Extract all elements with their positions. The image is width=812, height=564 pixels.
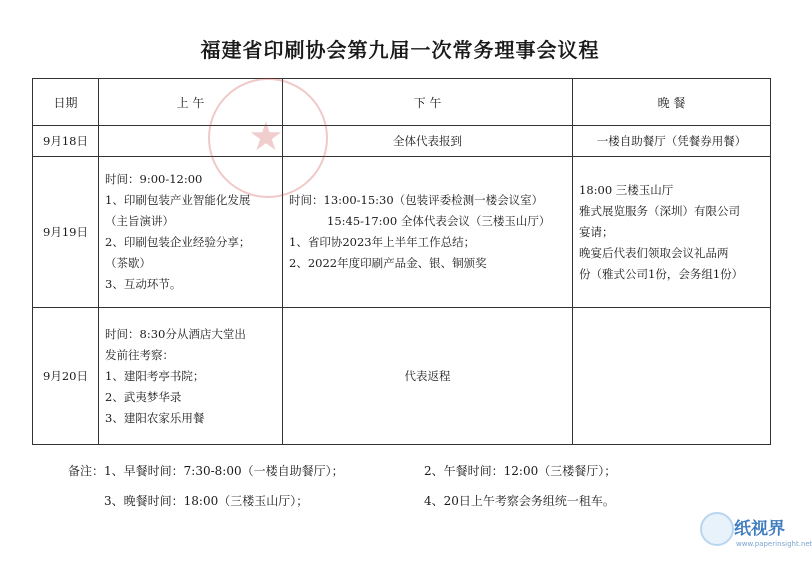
- note-item: 3、晚餐时间：18:00（三楼玉山厅）；: [104, 494, 309, 508]
- dinner-cell: [573, 157, 771, 308]
- pm-cell: [283, 157, 573, 308]
- dinner-line: 18:00 三楼玉山厅: [579, 182, 674, 197]
- notes-section: [68, 456, 778, 516]
- header-dinner: 晚 餐: [573, 79, 771, 126]
- date-cell: 9月20日: [33, 308, 99, 445]
- table-row: [33, 157, 771, 308]
- pm-cell: 全体代表报到: [283, 126, 573, 157]
- am-line: 2、印刷包装企业经验分享；: [105, 235, 251, 249]
- am-line: 2、武夷梦华录: [105, 389, 182, 404]
- pm-line: 2、2022年度印刷产品金、银、铜颁奖: [289, 256, 487, 270]
- seal-star-icon: ★: [248, 114, 284, 160]
- watermark-logo: [700, 508, 812, 556]
- am-line: 3、建阳农家乐用餐: [105, 410, 205, 425]
- date-cell: 9月18日: [33, 126, 99, 157]
- am-cell: [99, 308, 283, 445]
- pm-line: 1、省印协2023年上半年工作总结；: [289, 235, 476, 249]
- pm-line: 时间：13:00-15:30（包装评委检测一楼会议室）: [289, 193, 544, 207]
- table-row: [33, 126, 771, 157]
- note-item: 1、早餐时间：7:30-8:00（一楼自助餐厅）；: [104, 464, 344, 478]
- am-line: 时间：9:00-12:00: [105, 172, 203, 186]
- dinner-line: 宴请；: [579, 224, 614, 239]
- am-line: （茶歇）: [105, 256, 151, 270]
- header-am: 上 午: [99, 79, 283, 126]
- notes-prefix: 备注：: [68, 464, 105, 478]
- am-cell: [99, 157, 283, 308]
- am-line: 1、印刷包装产业智能化发展: [105, 193, 251, 207]
- am-line: 3、互动环节。: [105, 277, 182, 291]
- header-date: 日期: [33, 79, 99, 126]
- date-cell: 9月19日: [33, 157, 99, 308]
- note-item: 2、午餐时间：12:00（三楼餐厅）；: [424, 464, 617, 478]
- watermark-brand: 纸视界: [734, 519, 785, 539]
- schedule-table: [32, 78, 771, 445]
- am-line: （主旨演讲）: [105, 214, 174, 228]
- am-cell: [99, 126, 283, 157]
- am-line: 1、建阳考亭书院；: [105, 368, 205, 383]
- note-item: 4、20日上午考察会务组统一租车。: [424, 494, 615, 508]
- dinner-cell: 一楼自助餐厅（凭餐券用餐）: [573, 126, 771, 157]
- am-line: 时间：8:30分从酒店大堂出: [105, 326, 246, 341]
- pm-cell: 代表返程: [283, 308, 573, 445]
- header-pm: 下 午: [283, 79, 573, 126]
- dinner-line: 晚宴后代表们领取会议礼品两: [579, 245, 729, 260]
- dinner-line: 份（雅式公司1份，会务组1份）: [579, 266, 744, 281]
- am-line: 发前往考察：: [105, 347, 174, 362]
- header-row: [33, 79, 771, 126]
- dinner-line: 雅式展览服务（深圳）有限公司: [579, 203, 740, 218]
- brand-logo-icon: [700, 512, 734, 546]
- pm-line: 15:45-17:00 全体代表会议（三楼玉山厅）: [327, 214, 551, 228]
- page-title: 福建省印刷协会第九届一次常务理事会议程: [200, 38, 600, 62]
- dinner-cell: [573, 308, 771, 445]
- table-row: [33, 308, 771, 445]
- watermark-url: www.paperinsight.net: [736, 540, 812, 548]
